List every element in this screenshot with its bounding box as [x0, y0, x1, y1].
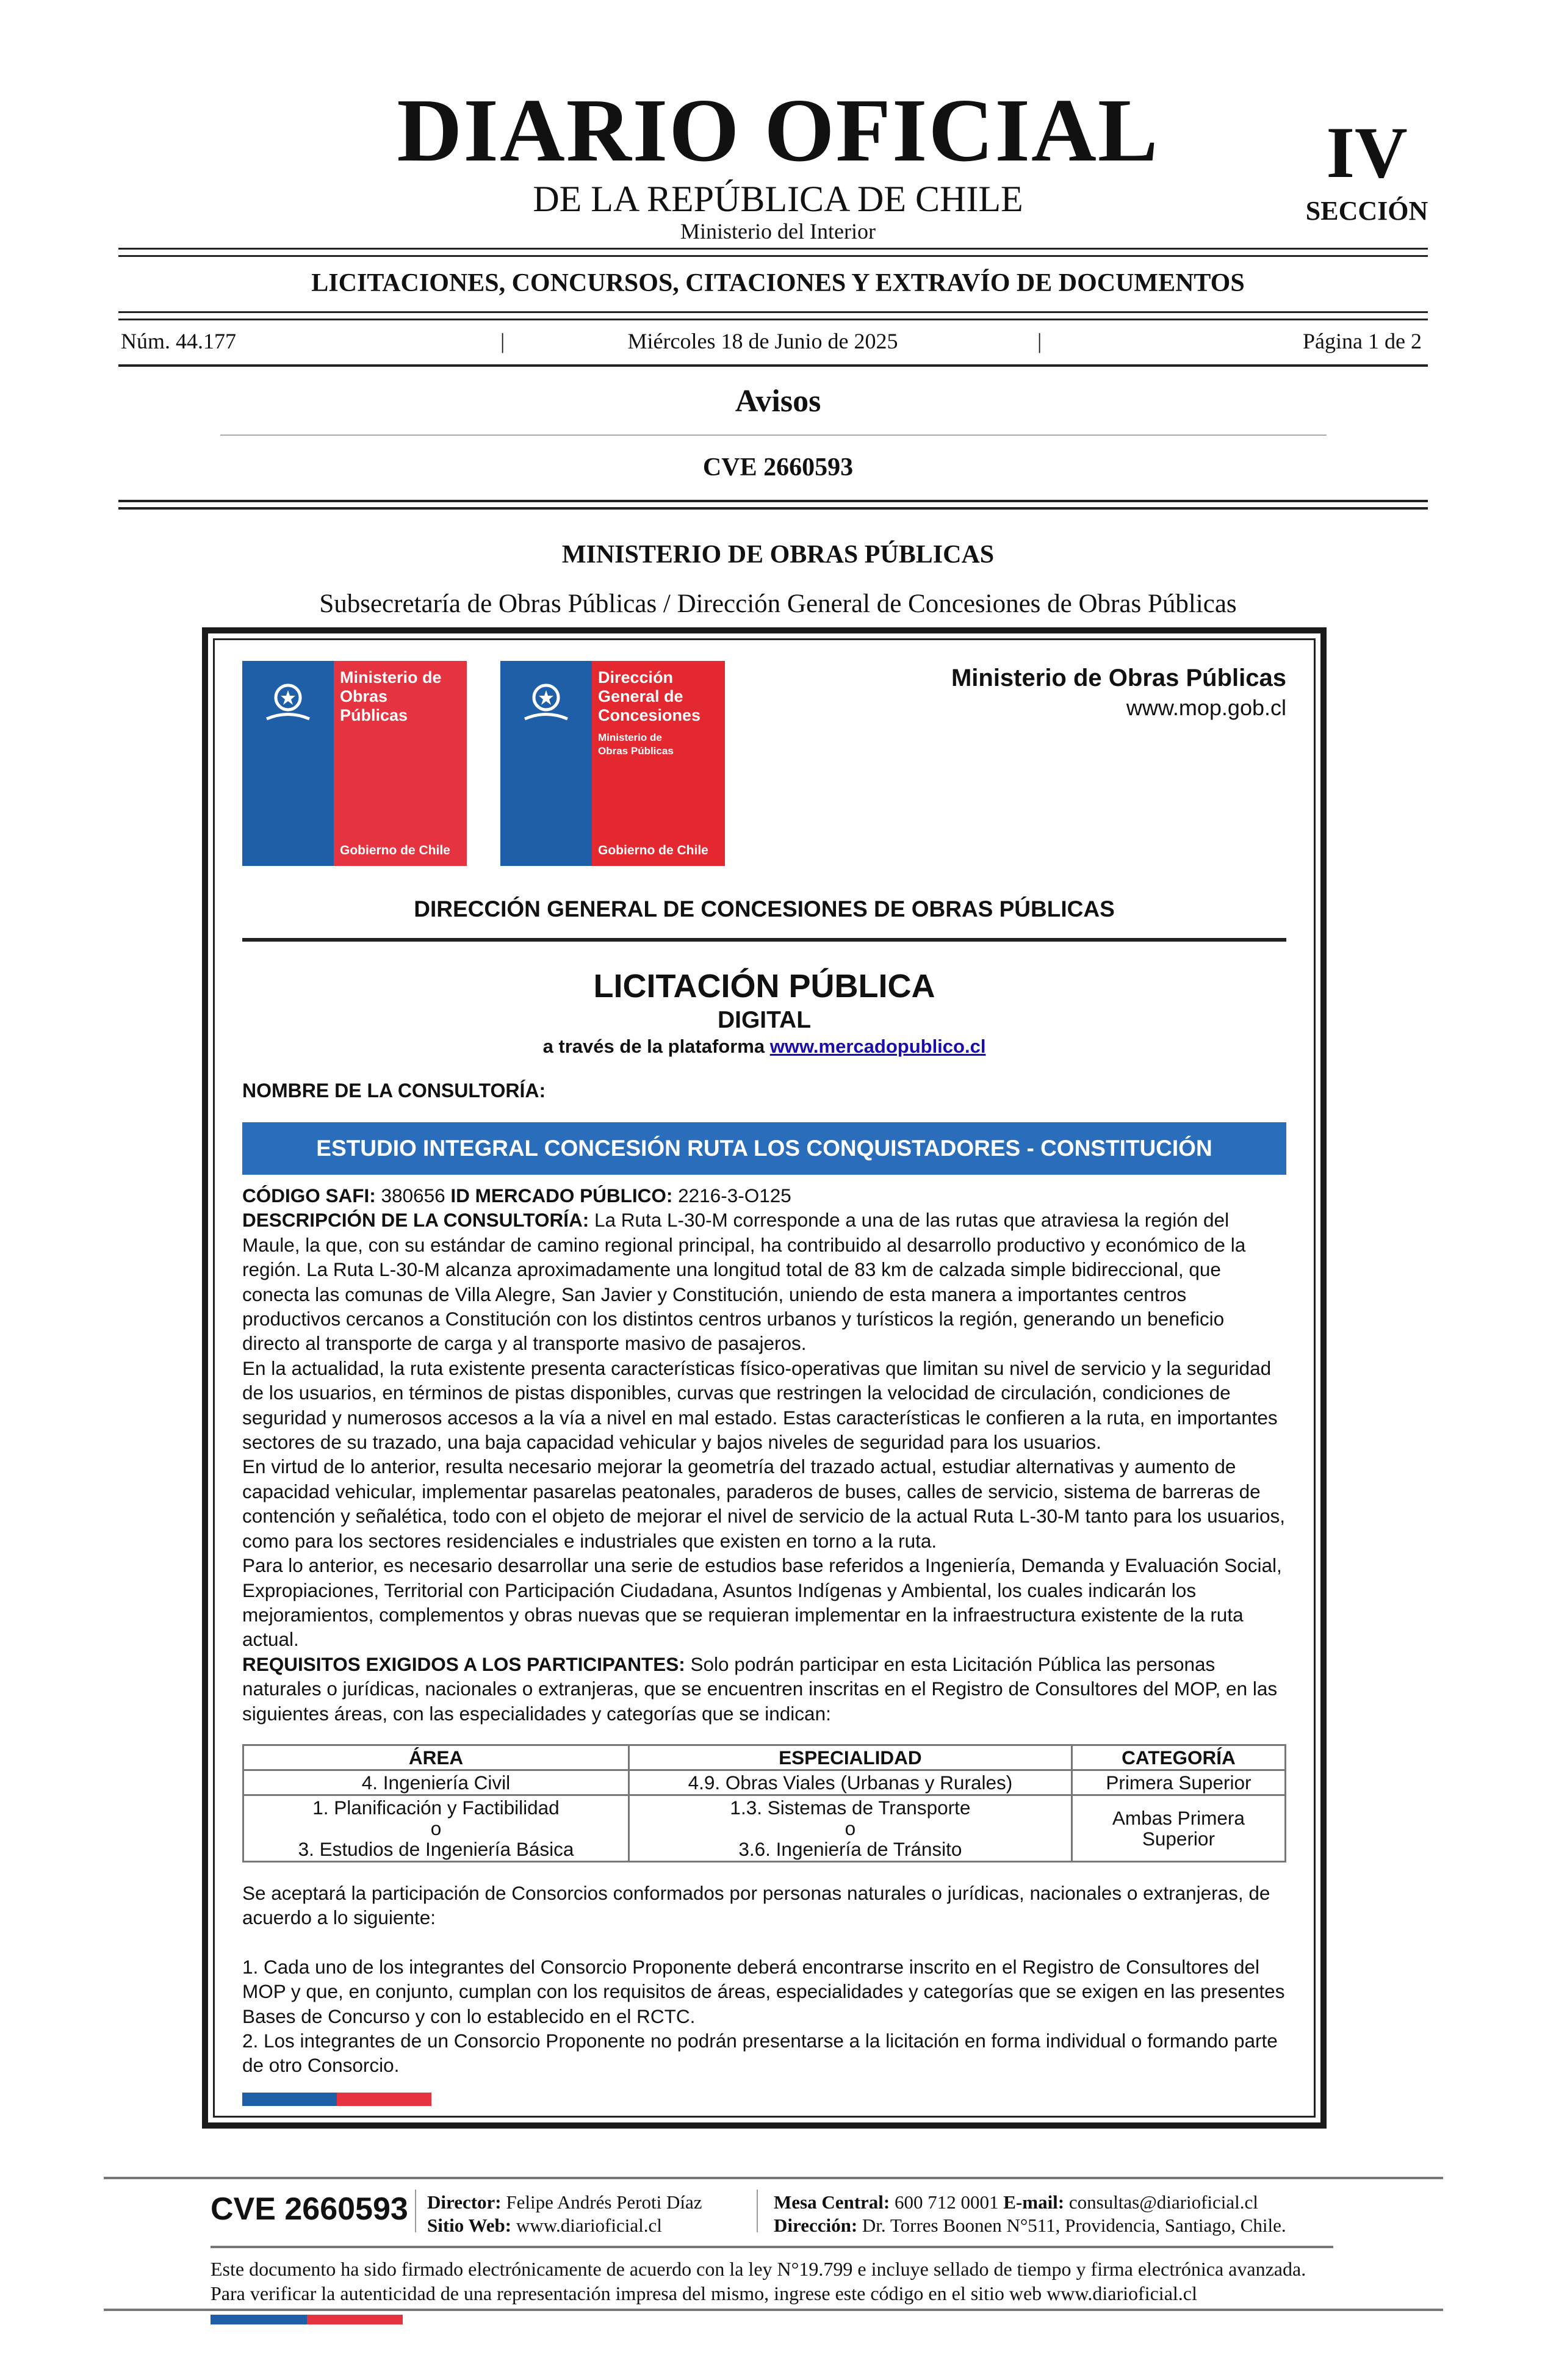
- footer-director: [427, 2191, 702, 2237]
- org-name: Ministerio de Obras Públicas: [951, 665, 1286, 691]
- consorcio-item: 1. Cada uno de los integrantes del Consorcio Proponente deberá encontrarse inscrito en el Registro de Consultores del MOP y que, en conjunto, cumplan con los requisitos de áreas, especialidades y categorías que se exigen en las presentes Bases de Concurso y con lo establecido en el RCTC.: [242, 1955, 1285, 2027]
- divider: [220, 435, 1327, 436]
- legal-notice: Este documento ha sido firmado electrónicamente de acuerdo con la ley N°19.799 e incluye sellado de tiempo y firma electrónica avanzada. Para verificar la autenticidad de una representación impresa del mismo, ingrese este código en el sitio web www.diarioficial.cl: [211, 2258, 1306, 2304]
- meta-separator: |: [500, 329, 505, 353]
- meta-separator: |: [1037, 329, 1042, 353]
- label: Sitio Web:: [427, 2215, 512, 2236]
- table-row: [243, 1795, 1286, 1861]
- masthead-title: DIARIO OFICIAL: [397, 81, 1159, 181]
- column-header: CATEGORÍA: [1072, 1745, 1285, 1770]
- logo-footer: Gobierno de Chile: [598, 843, 708, 857]
- cell-line: 1.3. Sistemas de Transporte: [730, 1796, 971, 1819]
- separator: [757, 2190, 758, 2232]
- label: Dirección:: [774, 2215, 858, 2236]
- consorcio-intro: Se aceptará la participación de Consorcios conformados por personas naturales o jurídicas, nacionales o extranjeras, de acuerdo a lo siguiente:: [242, 1881, 1270, 1929]
- logo-text: General de: [598, 687, 683, 705]
- platform-text: a través de la plataforma: [542, 1036, 770, 1057]
- id-label: ID MERCADO PÚBLICO:: [450, 1185, 673, 1206]
- value: Dr. Torres Boonen N°511, Providencia, Santiago, Chile.: [857, 2215, 1286, 2236]
- cell-line: 3.6. Ingeniería de Tránsito: [738, 1837, 962, 1860]
- coat-of-arms-icon: [242, 661, 334, 866]
- footer-contact: [774, 2191, 1286, 2237]
- coat-of-arms-icon: [500, 661, 592, 866]
- divider: [118, 507, 1428, 510]
- masthead-subtitle: DE LA REPÚBLICA DE CHILE: [533, 179, 1023, 219]
- divider: [104, 2309, 1443, 2311]
- footer-cve: CVE 2660593: [211, 2191, 408, 2227]
- mercadopublico-link[interactable]: www.mercadopublico.cl: [769, 1036, 986, 1057]
- table-cell: Ambas Primera Superior: [1072, 1795, 1285, 1861]
- footer-website: www.diarioficial.cl: [511, 2215, 662, 2236]
- requirements-label: REQUISITOS EXIGIDOS A LOS PARTICIPANTES:: [242, 1653, 685, 1675]
- table-cell: [629, 1795, 1072, 1861]
- separator: [415, 2190, 416, 2232]
- table-cell: 4. Ingeniería Civil: [243, 1770, 629, 1795]
- section-heading: LICITACIONES, CONCURSOS, CITACIONES Y EXTRAVÍO DE DOCUMENTOS: [311, 269, 1245, 297]
- logo-text: Obras Públicas: [598, 745, 674, 757]
- description-paragraph: En virtud de lo anterior, resulta necesario mejorar la geometría del trazado actual, estudiar alternativas y aumento de capacidad vehicular, implementar pasarelas peatonales, paraderos de buses, calles de servicio, sistema de barreras de contención y señalética, todo con el objeto de mejorar el nivel de servicio de la actual Ruta L-30-M tanto para los usuarios, como para los sectores residenciales e industriales que existen en torno a la ruta.: [242, 1455, 1285, 1552]
- dgc-logo: [500, 661, 725, 866]
- licitacion-title: LICITACIÓN PÚBLICA: [593, 968, 935, 1004]
- ministry-heading: MINISTERIO DE OBRAS PÚBLICAS: [561, 541, 995, 569]
- cve-code: CVE 2660593: [702, 453, 854, 481]
- cell-line: o: [845, 1817, 856, 1839]
- divider: [211, 2246, 1333, 2248]
- mop-logo: [242, 661, 467, 866]
- section-label: SECCIÓN: [1305, 196, 1428, 226]
- direction-heading: DIRECCIÓN GENERAL DE CONCESIONES DE OBRAS PÚBLICAS: [414, 896, 1115, 921]
- requirements-text: Solo podrán participar en esta Licitación Pública las personas naturales o jurídicas, nacionales o extranjeras, que se encuentren inscritas en el Registro de Consultores del MOP, en las siguientes áreas, con las especialidades y categorías que se indican:: [242, 1653, 1278, 1725]
- description-paragraph: La Ruta L-30-M corresponde a una de las rutas que atraviesa la región del Maule, la que, con su estándar de camino regional principal, ha contribuido al desarrollo productivo y económico de la región. La Ruta L-30-M alcanza aproximadamente una longitud total de 83 km de calzada simple bidireccional, que conecta las comunas de Villa Alegre, San Javier y Constitución, uniendo de esta manera a importantes centros productivos cercanos a Constitución con los distintos centros urbanos y turísticos la región, generando un beneficio directo al transporte de carga y al transporte masivo de pasajeros.: [242, 1209, 1246, 1355]
- logo-text: Dirección: [598, 668, 674, 687]
- table-cell: [243, 1795, 629, 1861]
- platform-line: [215, 1036, 1314, 1058]
- table-cell: 4.9. Obras Viales (Urbanas y Rurales): [629, 1770, 1072, 1795]
- cell-line: 1. Planificación y Factibilidad: [312, 1796, 560, 1819]
- cell-line: o: [430, 1817, 442, 1839]
- table-row: [243, 1770, 1286, 1795]
- divider: [104, 2177, 1443, 2179]
- flag-stripe: [242, 2093, 431, 2106]
- column-header: ESPECIALIDAD: [629, 1745, 1072, 1770]
- consorcio-item: 2. Los integrantes de un Consorcio Proponente no podrán presentarse a la licitación en forma individual o formando parte de otro Consorcio.: [242, 2029, 1278, 2077]
- column-header: ÁREA: [243, 1745, 629, 1770]
- requirements-table: [242, 1744, 1286, 1863]
- description-label: DESCRIPCIÓN DE LA CONSULTORÍA:: [242, 1209, 589, 1231]
- notice-box: [202, 627, 1327, 2129]
- licitacion-subtitle: DIGITAL: [717, 1007, 812, 1033]
- divider: [118, 255, 1428, 257]
- issue-number: Núm. 44.177: [121, 329, 236, 353]
- logo-text: Ministerio de: [340, 668, 442, 687]
- logo-footer: Gobierno de Chile: [340, 843, 450, 857]
- subsecretaria: Subsecretaría de Obras Públicas / Dirección General de Concesiones de Obras Públicas: [319, 590, 1237, 618]
- description: [242, 1183, 1286, 1726]
- divider: [118, 311, 1428, 313]
- flag-stripe: [211, 2315, 403, 2324]
- table-header-row: [243, 1745, 1286, 1770]
- logo-text: Obras: [340, 687, 388, 705]
- org-website: www.mop.gob.cl: [1126, 695, 1286, 720]
- description-paragraph: En la actualidad, la ruta existente presenta características físico-operativas que limitan su nivel de servicio y la seguridad de los usuarios, en términos de pistas disponibles, curvas que restringen la velocidad de circulación, condiciones de seguridad y numerosos accesos a la vía a nivel en mal estado. Estas características le confieren a la ruta, en importantes sectores de su trazado, una baja capacidad vehicular y bajos niveles de seguridad para los usuarios.: [242, 1357, 1278, 1454]
- consultoria-label: NOMBRE DE LA CONSULTORÍA:: [242, 1080, 546, 1102]
- consultoria-name-banner: ESTUDIO INTEGRAL CONCESIÓN RUTA LOS CONQUISTADORES - CONSTITUCIÓN: [242, 1122, 1286, 1175]
- id-value: 2216-3-O125: [672, 1185, 791, 1206]
- divider: [242, 938, 1286, 942]
- codigo-label: CÓDIGO SAFI:: [242, 1185, 376, 1206]
- divider: [118, 248, 1428, 250]
- issue-date: Miércoles 18 de Junio de 2025: [627, 329, 898, 353]
- label: E-mail:: [1003, 2191, 1065, 2213]
- footer-email: consultas@diarioficial.cl: [1064, 2191, 1258, 2213]
- divider: [118, 319, 1428, 320]
- masthead-ministry: Ministerio del Interior: [680, 219, 876, 243]
- description-paragraph: Para lo anterior, es necesario desarrollar una serie de estudios base referidos a Ingeniería, Demanda y Evaluación Social, Expropiaciones, Territorial con Participación Ciudadana, Asuntos Indígenas y Ambiental, los cuales indicarán los mejoramientos, complementos y obras nuevas que se requieran implementar en la infraestructura existente de la ruta actual.: [242, 1554, 1282, 1651]
- label: Mesa Central:: [774, 2191, 890, 2213]
- logo-text: Concesiones: [598, 706, 701, 724]
- label: Director:: [427, 2191, 502, 2213]
- value: Felipe Andrés Peroti Díaz: [501, 2191, 702, 2213]
- notice-body: [242, 1183, 1286, 2106]
- divider: [118, 500, 1428, 502]
- category-heading: Avisos: [735, 384, 821, 419]
- divider: [118, 364, 1428, 367]
- consorcio-section: [242, 1881, 1286, 2078]
- logo-text: Públicas: [340, 706, 408, 724]
- page-number: Página 1 de 2: [1303, 329, 1422, 353]
- value: 600 712 0001: [890, 2191, 1004, 2213]
- cell-line: 3. Estudios de Ingeniería Básica: [298, 1837, 574, 1860]
- codigo-value: 380656: [375, 1185, 451, 1206]
- table-cell: Primera Superior: [1072, 1770, 1285, 1795]
- section-number: IV: [1326, 112, 1408, 193]
- logo-text: Ministerio de: [598, 732, 662, 743]
